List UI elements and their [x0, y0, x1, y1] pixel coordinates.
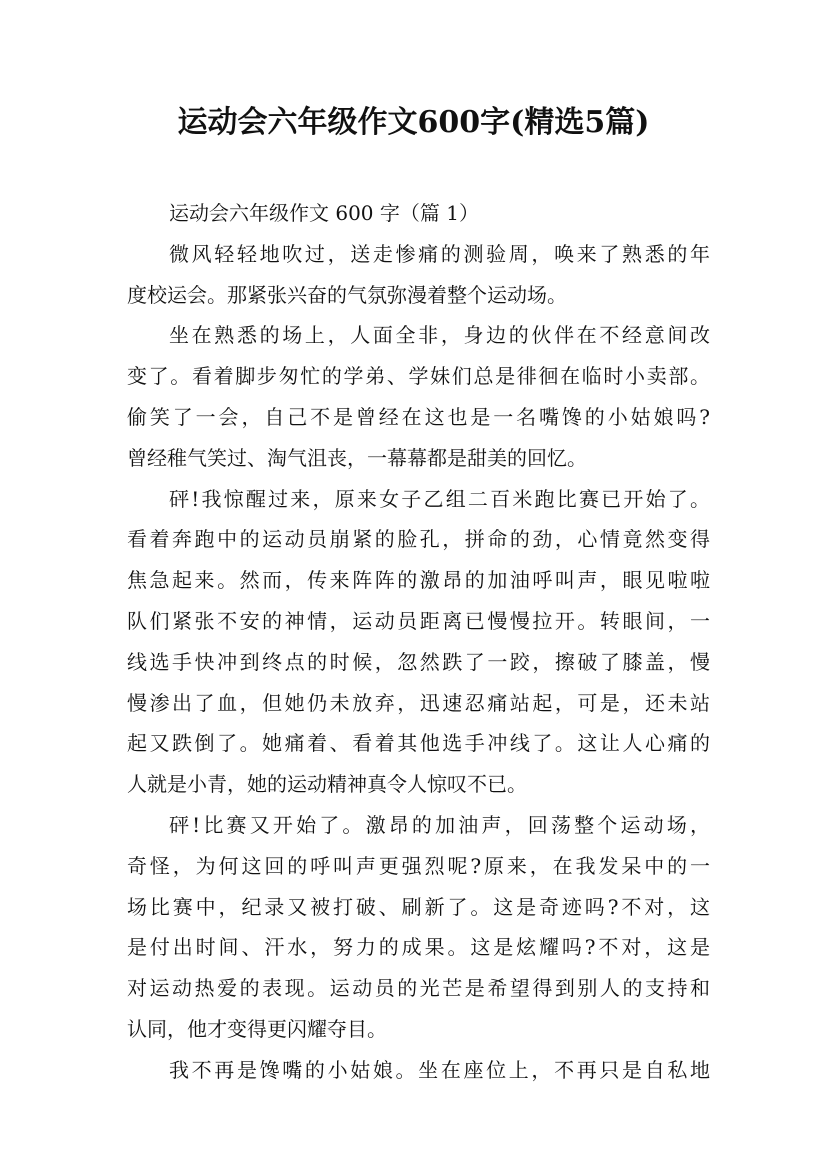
body-line: 砰!比赛又开始了。激昂的加油声，回荡整个运动场， — [169, 812, 710, 837]
body-line: 坐在熟悉的场上，人面全非，身边的伙伴在不经意间改 — [169, 323, 710, 348]
document-title: 运动会六年级作文600字(精选5篇) — [177, 105, 650, 140]
body-line: 曾经稚气笑过、淘气沮丧，一幕幕都是甜美的回忆。 — [127, 445, 587, 470]
body-line: 变了。看着脚步匆忙的学弟、学妹们总是徘徊在临时小卖部。 — [127, 364, 710, 389]
body-line: 场比赛中，纪录又被打破、刷新了。这是奇迹吗?不对，这 — [127, 894, 710, 919]
body-line: 线选手快冲到终点的时候，忽然跌了一跤，擦破了膝盖，慢 — [127, 649, 710, 674]
body-line: 对运动热爱的表现。运动员的光芒是希望得到别人的支持和 — [127, 976, 710, 1001]
body-line: 我不再是馋嘴的小姑娘。坐在座位上，不再只是自私地 — [169, 1057, 710, 1082]
body-line: 人就是小青，她的运动精神真令人惊叹不已。 — [127, 772, 527, 797]
body-line: 偷笑了一会，自己不是曾经在这也是一名嘴馋的小姑娘吗? — [127, 404, 710, 429]
body-line: 焦急起来。然而，传来阵阵的激昂的加油呼叫声，眼见啦啦 — [127, 568, 710, 593]
body-line: 起又跌倒了。她痛着、看着其他选手冲线了。这让人心痛的 — [127, 731, 710, 756]
body-line: 看着奔跑中的运动员崩紧的脸孔，拼命的劲，心情竟然变得 — [127, 527, 710, 552]
body-line: 队们紧张不安的神情，运动员距离已慢慢拉开。转眼间，一 — [127, 608, 710, 633]
body-line: 是付出时间、汗水，努力的成果。这是炫耀吗?不对，这是 — [127, 935, 710, 960]
body-line: 认同，他才变得更闪耀夺目。 — [127, 1016, 387, 1041]
body-line: 微风轻轻地吹过，送走惨痛的测验周，唤来了熟悉的年 — [169, 241, 710, 266]
body-line: 运动会六年级作文 600 字（篇 1） — [169, 201, 479, 225]
document-body — [127, 193, 710, 1091]
body-line: 奇怪，为何这回的呼叫声更强烈呢?原来，在我发呆中的一 — [127, 853, 710, 878]
body-line: 慢渗出了血，但她仍未放弃，迅速忍痛站起，可是，还未站 — [127, 690, 710, 715]
body-line: 度校运会。那紧张兴奋的气氛弥漫着整个运动场。 — [127, 282, 567, 307]
body-line: 砰!我惊醒过来，原来女子乙组二百米跑比赛已开始了。 — [169, 486, 710, 511]
